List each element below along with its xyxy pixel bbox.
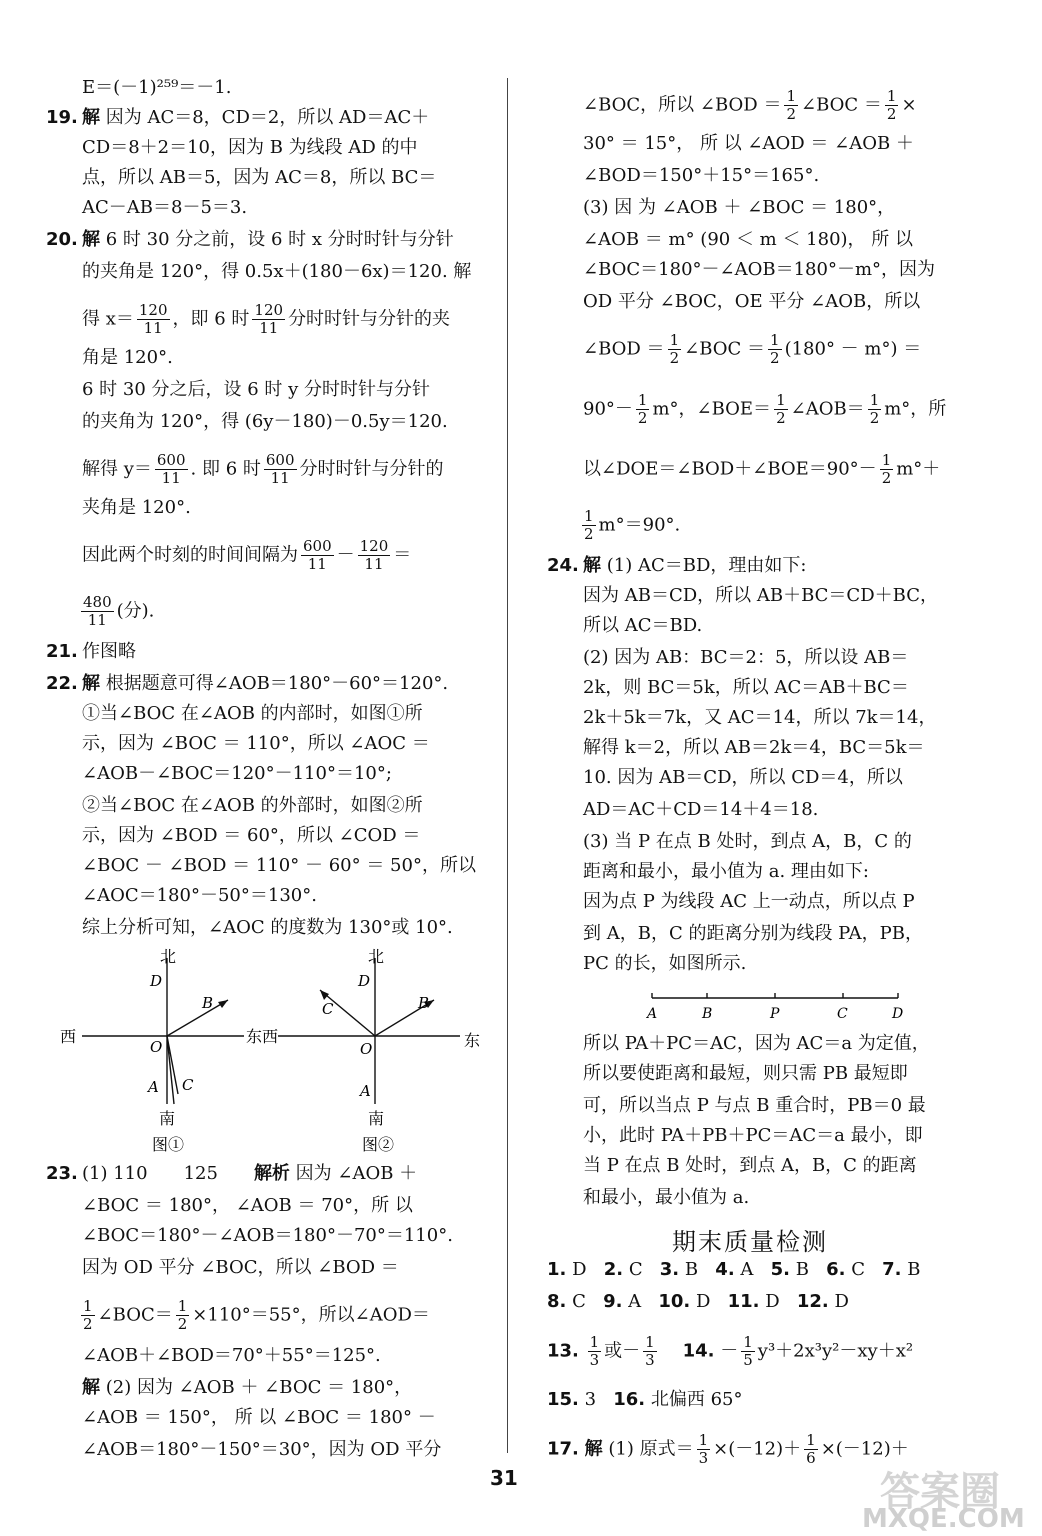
fraction <box>643 1334 657 1369</box>
text-line: 2k，则 BC＝5k，所以 AC＝AB＋BC＝ <box>583 677 909 698</box>
text-line: ∠BOC＝180°－∠AOB＝180°－70°＝110°. <box>82 1225 453 1246</box>
numerator: 480 <box>83 593 112 611</box>
q-num: 10. <box>658 1291 691 1312</box>
answer: 北偏西 65° <box>650 1389 743 1410</box>
text-line: 2k＋5k＝7k，又 AC＝14，所以 7k＝14， <box>583 707 937 728</box>
text-line: 因为点 P 为线段 AC 上一动点，所以点 P <box>583 891 915 912</box>
text: 分时时针与分针的夹 <box>288 308 451 330</box>
text-line: ∠AOB ＝ 150°， 所 以 ∠BOC ＝ 180° － <box>82 1407 436 1428</box>
text: ×(－12)＋ <box>820 1438 909 1460</box>
text-line: ∠AOB＋∠BOD＝70°＋55°＝125°. <box>82 1345 381 1366</box>
point-c-label: C <box>837 1006 848 1022</box>
text: － <box>336 544 355 566</box>
text: 因为 ∠AOB ＋ <box>295 1163 418 1184</box>
denominator: 11 <box>270 469 290 487</box>
text-line: ∠AOB ＝ m° (90 ＜ m ＜ 180)， 所 以 <box>583 229 914 250</box>
text-line: 示，因为 ∠BOD ＝ 60°，所以 ∠COD ＝ <box>82 825 421 846</box>
point-p-label: P <box>770 1006 780 1022</box>
text: 分时时针与分针的 <box>299 458 444 480</box>
q17-row <box>547 1431 909 1467</box>
text: (1) AC＝BD，理由如下: <box>606 555 807 576</box>
numerator: 1 <box>869 391 880 409</box>
answer: C <box>851 1259 865 1280</box>
answer-tag: 解 <box>82 229 100 250</box>
text-line: 距离和最小，最小值为 a. 理由如下: <box>583 861 869 882</box>
text-line: 示，因为 ∠BOC ＝ 110°，所以 ∠AOC ＝ <box>82 733 430 754</box>
text-line <box>583 451 941 487</box>
text: . 即 6 时 <box>190 458 261 480</box>
numerator: 1 <box>177 1297 188 1315</box>
text-line: 所以要使距离和最短，则只需 PB 最短即 <box>583 1063 908 1084</box>
point-b-label: B <box>202 994 214 1012</box>
fraction <box>137 302 170 337</box>
question-number: 24. <box>547 555 579 576</box>
denominator: 11 <box>307 555 327 573</box>
text: (1) 原式＝ <box>608 1438 694 1460</box>
q-num: 14. <box>682 1340 715 1362</box>
question-number: 23. <box>46 1163 78 1184</box>
q-num: 17. <box>547 1438 579 1460</box>
mc-row-1 <box>547 1256 921 1284</box>
fraction <box>81 1298 95 1333</box>
text-line: AD＝AC＋CD＝14＋4＝18. <box>583 799 819 820</box>
numerator: 1 <box>83 1297 93 1315</box>
q-num: 6. <box>826 1259 846 1280</box>
fraction <box>804 1432 818 1467</box>
text: (分). <box>116 600 155 622</box>
page-number: 31 <box>490 1466 518 1490</box>
text-line <box>82 301 451 337</box>
direction-figure-2 <box>262 944 486 1160</box>
text: ∠BOC ＝ <box>684 338 766 360</box>
text-line <box>82 226 454 254</box>
denominator: 2 <box>770 349 780 367</box>
text: 因此两个时刻的时间间隔为 <box>82 544 298 566</box>
text-line: ∠AOC＝180°－50°＝130°. <box>82 885 317 906</box>
answer: C <box>572 1291 586 1312</box>
text-line: 因为 AB＝CD，所以 AB＋BC＝CD＋BC， <box>583 585 938 606</box>
text: m°，所 <box>884 398 947 420</box>
south-label: 南 <box>159 1109 176 1128</box>
denominator: 2 <box>669 349 680 367</box>
fraction <box>81 594 114 629</box>
q-num: 5. <box>770 1259 790 1280</box>
text: ＝ <box>393 544 412 566</box>
fraction <box>588 1334 602 1369</box>
fraction <box>774 392 788 427</box>
answer-tag: 解 <box>82 673 100 694</box>
numerator: 1 <box>881 451 892 469</box>
text-line: 作图略 <box>82 641 136 662</box>
text-line: ∠AOB＝180°－150°＝30°，因为 OD 平分 <box>82 1439 442 1460</box>
text: y³＋2x³y²－xy＋x² <box>757 1340 914 1362</box>
q-num: 1. <box>547 1259 567 1280</box>
text-line <box>82 1374 412 1402</box>
numerator: 120 <box>138 301 168 319</box>
answer: D <box>834 1291 849 1312</box>
numerator: 600 <box>156 451 186 469</box>
fraction <box>252 302 285 337</box>
text-line <box>82 537 412 573</box>
point-d-label: D <box>892 1006 904 1022</box>
text-line <box>82 451 444 487</box>
fraction <box>582 508 596 543</box>
denominator: 11 <box>364 555 384 573</box>
watermark-brand: 答案圈 <box>880 1469 1000 1515</box>
text-line <box>78 1297 430 1333</box>
north-label: 北 <box>368 947 385 966</box>
text-line: (2) 因为 AB：BC＝2：5，所以设 AB＝ <box>583 647 909 668</box>
east-label: 东 <box>246 1027 263 1046</box>
text-line <box>583 552 806 580</box>
text-line: ∠BOC － ∠BOD ＝ 110° － 60° ＝ 50°，所以 <box>82 855 476 876</box>
point-a-label: A <box>148 1078 159 1096</box>
fraction <box>784 88 798 123</box>
denominator: 3 <box>698 1449 709 1467</box>
text: ×110°＝55°，所以∠AOD＝ <box>192 1304 430 1326</box>
numerator: 1 <box>776 391 786 409</box>
answer: A <box>740 1259 754 1280</box>
q-num: 9. <box>603 1291 623 1312</box>
point-c-label: C <box>182 1076 194 1094</box>
text: m°＝90°. <box>598 514 681 536</box>
direction-figure-1 <box>52 944 272 1160</box>
fraction <box>668 332 682 367</box>
denominator: 6 <box>806 1449 816 1467</box>
text-line: 到 A，B，C 的距离分别为线段 PA，PB， <box>583 923 923 944</box>
point-d-label: D <box>150 972 163 990</box>
fraction <box>880 452 894 487</box>
answer-tag: 解 <box>82 107 100 128</box>
text-line: 30° ＝ 15°， 所 以 ∠AOD ＝ ∠AOB ＋ <box>583 133 914 154</box>
answer: D <box>572 1259 587 1280</box>
text: m°，∠BOE＝ <box>652 398 772 420</box>
fraction <box>301 538 334 573</box>
fraction <box>358 538 391 573</box>
question-number: 20. <box>46 229 78 250</box>
origin-label: O <box>150 1038 163 1056</box>
fraction <box>741 1334 755 1369</box>
text-line <box>579 507 681 543</box>
text: (180° － m°) ＝ <box>784 338 922 360</box>
numerator: 1 <box>645 1333 655 1351</box>
numerator: 1 <box>743 1333 753 1351</box>
text-line: (3) 当 P 在点 B 处时，到点 A，B，C 的 <box>583 831 912 852</box>
text-line <box>583 87 917 123</box>
fraction <box>176 1298 190 1333</box>
q-num: 8. <box>547 1291 567 1312</box>
text-line: AC－AB＝8－5＝3. <box>82 197 248 218</box>
fraction <box>264 452 297 487</box>
text-line: 综上分析可知，∠AOC 的度数为 130°或 10°. <box>82 917 453 938</box>
denominator: 11 <box>143 319 163 337</box>
denominator: 2 <box>786 105 796 123</box>
numerator: 1 <box>698 1431 709 1449</box>
text-line: 和最小，最小值为 a. <box>583 1187 750 1208</box>
answer: B <box>684 1259 699 1280</box>
text-line: 的夹角是 120°，得 0.5x＋(180－6x)＝120. 解 <box>82 261 472 282</box>
denominator: 11 <box>259 319 279 337</box>
mc-row-2 <box>547 1288 849 1316</box>
answer: C <box>628 1259 643 1280</box>
text-line: 可，所以当点 P 与点 B 重合时，PB＝0 最 <box>583 1095 926 1116</box>
text-line <box>583 331 922 367</box>
text: × <box>901 94 917 116</box>
answer: B <box>795 1259 809 1280</box>
denominator: 3 <box>589 1351 600 1369</box>
text-line: ∠BOC ＝ 180°， ∠AOB ＝ 70°，所 以 <box>82 1195 413 1216</box>
text: ∠BOC，所以 ∠BOD ＝ <box>583 94 782 116</box>
section-title: 期末质量检测 <box>672 1228 828 1256</box>
question-number: 21. <box>46 641 78 662</box>
text: 或－ <box>604 1340 641 1362</box>
fraction <box>885 88 899 123</box>
segment-figure <box>640 988 910 1024</box>
text-line: ②当∠BOC 在∠AOB 的外部时，如图②所 <box>82 795 423 816</box>
q-num: 3. <box>659 1259 680 1280</box>
text: (2) 因为 ∠AOB ＋ ∠BOC ＝ 180°， <box>105 1377 413 1398</box>
denominator: 2 <box>776 409 786 427</box>
point-c-label: C <box>322 1000 334 1018</box>
text-line: 10. 因为 AB＝CD，所以 CD＝4，所以 <box>583 767 903 788</box>
text-line: ∠BOD＝150°＋15°＝165°. <box>583 165 820 186</box>
point-b-label: B <box>418 994 430 1012</box>
text-line: 夹角是 120°. <box>82 497 191 518</box>
denominator: 2 <box>637 409 648 427</box>
north-label: 北 <box>160 947 177 966</box>
column-divider <box>507 78 508 1453</box>
numerator: 1 <box>886 87 897 105</box>
fill-row-13-14 <box>547 1333 914 1369</box>
answer: D <box>695 1291 711 1312</box>
q-num: 11. <box>727 1291 760 1312</box>
origin-label: O <box>360 1040 373 1058</box>
answer-tag: 解 <box>583 555 601 576</box>
west-label: 西 <box>60 1027 77 1046</box>
text-line: 当 P 在点 B 处时，到点 A，B，C 的距离 <box>583 1155 917 1176</box>
text: ∠AOB＝ <box>790 398 865 420</box>
denominator: 2 <box>869 409 880 427</box>
numerator: 1 <box>589 1333 600 1351</box>
text-line: 因为 OD 平分 ∠BOC，所以 ∠BOD ＝ <box>82 1257 399 1278</box>
analysis-tag: 解析 <box>253 1163 290 1184</box>
text-line: OD 平分 ∠BOC，OE 平分 ∠AOB，所以 <box>583 291 921 312</box>
numerator: 600 <box>265 451 295 469</box>
denominator: 2 <box>177 1315 188 1333</box>
text-line: 6 时 30 分之后，设 6 时 y 分时时针与分针 <box>82 379 431 400</box>
answer: B <box>907 1259 921 1280</box>
denominator: 2 <box>83 1315 93 1333</box>
text-line: 角是 120°. <box>82 347 173 368</box>
text-line <box>583 391 947 427</box>
fraction <box>868 392 882 427</box>
south-label: 南 <box>368 1109 385 1128</box>
text-line <box>82 1160 417 1188</box>
question-number: 22. <box>46 673 78 694</box>
denominator: 2 <box>881 469 892 487</box>
text-line: ①当∠BOC 在∠AOB 的内部时，如图①所 <box>82 703 423 724</box>
text-line: 所以 AC＝BD. <box>583 615 703 636</box>
text-line <box>78 593 155 629</box>
text-line: CD＝8＋2＝10，因为 B 为线段 AD 的中 <box>82 137 418 158</box>
text-line: ∠BOC＝180°－∠AOB＝180°－m°，因为 <box>583 259 936 280</box>
point-d-label: D <box>358 972 371 990</box>
denominator: 2 <box>886 105 897 123</box>
denominator: 5 <box>743 1351 753 1369</box>
text: ，即 6 时 <box>172 308 250 330</box>
watermark-site: MXQE.COM <box>862 1504 1025 1534</box>
text: 90°－ <box>583 398 633 420</box>
text-line: PC 的长，如图所示. <box>583 953 747 974</box>
point-a-label: A <box>647 1006 658 1022</box>
text: ∠BOC ＝ <box>801 94 882 116</box>
numerator: 1 <box>584 507 594 525</box>
text: － <box>720 1340 739 1362</box>
text-line: 所以 PA＋PC＝AC，因为 AC＝a 为定值， <box>583 1033 930 1054</box>
numerator: 1 <box>669 331 680 349</box>
west-label: 西 <box>262 1027 279 1046</box>
answer: A <box>628 1291 642 1312</box>
answer: D <box>765 1291 780 1312</box>
answer: 3 <box>584 1389 597 1410</box>
denominator: 3 <box>645 1351 655 1369</box>
point-a-label: A <box>360 1082 371 1100</box>
text: 以∠DOE＝∠BOD＋∠BOE＝90°－ <box>583 458 877 480</box>
fill-row-15-16 <box>547 1386 743 1414</box>
text: ∠BOC＝ <box>97 1304 173 1326</box>
text: ×(－12)＋ <box>713 1438 802 1460</box>
q-num: 12. <box>796 1291 829 1312</box>
denominator: 11 <box>161 469 181 487</box>
figure-caption: 图② <box>362 1135 395 1154</box>
fraction <box>155 452 188 487</box>
q-num: 2. <box>603 1259 624 1280</box>
text: 因为 AC＝8，CD＝2，所以 AD＝AC＋ <box>105 107 430 128</box>
text-line: 解得 k＝2，所以 AB＝2k＝4，BC＝5k＝ <box>583 737 925 758</box>
text-line: ∠AOB－∠BOC＝120°－110°＝10°; <box>82 763 392 784</box>
text-line: (3) 因 为 ∠AOB ＋ ∠BOC ＝ 180°， <box>583 197 896 218</box>
text-line: 点，所以 AB＝5，因为 AC＝8，所以 BC＝ <box>82 167 437 188</box>
q-num: 7. <box>882 1259 902 1280</box>
line: E＝(－1)²⁵⁹＝－1. <box>82 77 232 98</box>
text: 得 x＝ <box>82 308 134 330</box>
numerator: 120 <box>254 301 284 319</box>
text: 解得 y＝ <box>82 458 152 480</box>
numerator: 1 <box>637 391 648 409</box>
numerator: 1 <box>770 331 780 349</box>
q-num: 4. <box>715 1259 735 1280</box>
numerator: 120 <box>359 537 389 555</box>
fraction <box>768 332 782 367</box>
answer-tag: 解 <box>584 1438 603 1460</box>
east-label: 东 <box>464 1031 481 1050</box>
text-line <box>82 104 429 132</box>
text: m°＋ <box>896 458 941 480</box>
figure-caption: 图① <box>152 1135 185 1154</box>
denominator: 2 <box>584 525 594 543</box>
numerator: 1 <box>786 87 796 105</box>
text: 6 时 30 分之前，设 6 时 x 分时时针与分针 <box>105 229 454 250</box>
fraction <box>636 392 650 427</box>
q-num: 13. <box>547 1340 579 1362</box>
text: (1) 110 125 <box>82 1163 254 1184</box>
q-num: 16. <box>613 1389 646 1410</box>
answer-tag: 解 <box>82 1377 100 1398</box>
text: ∠BOD ＝ <box>583 338 665 360</box>
denominator: 11 <box>87 611 107 629</box>
text: 根据题意可得∠AOB＝180°－60°＝120°. <box>105 673 449 694</box>
text-line <box>82 670 448 698</box>
numerator: 600 <box>303 537 332 555</box>
text-line: 的夹角为 120°，得 (6y－180)－0.5y＝120. <box>82 411 448 432</box>
point-b-label: B <box>702 1006 713 1022</box>
q-num: 15. <box>547 1389 579 1410</box>
question-number: 19. <box>46 107 78 128</box>
fraction <box>697 1432 711 1467</box>
numerator: 1 <box>806 1431 816 1449</box>
text-line: 小，此时 PA＋PB＋PC＝AC＝a 最小，即 <box>583 1125 923 1146</box>
